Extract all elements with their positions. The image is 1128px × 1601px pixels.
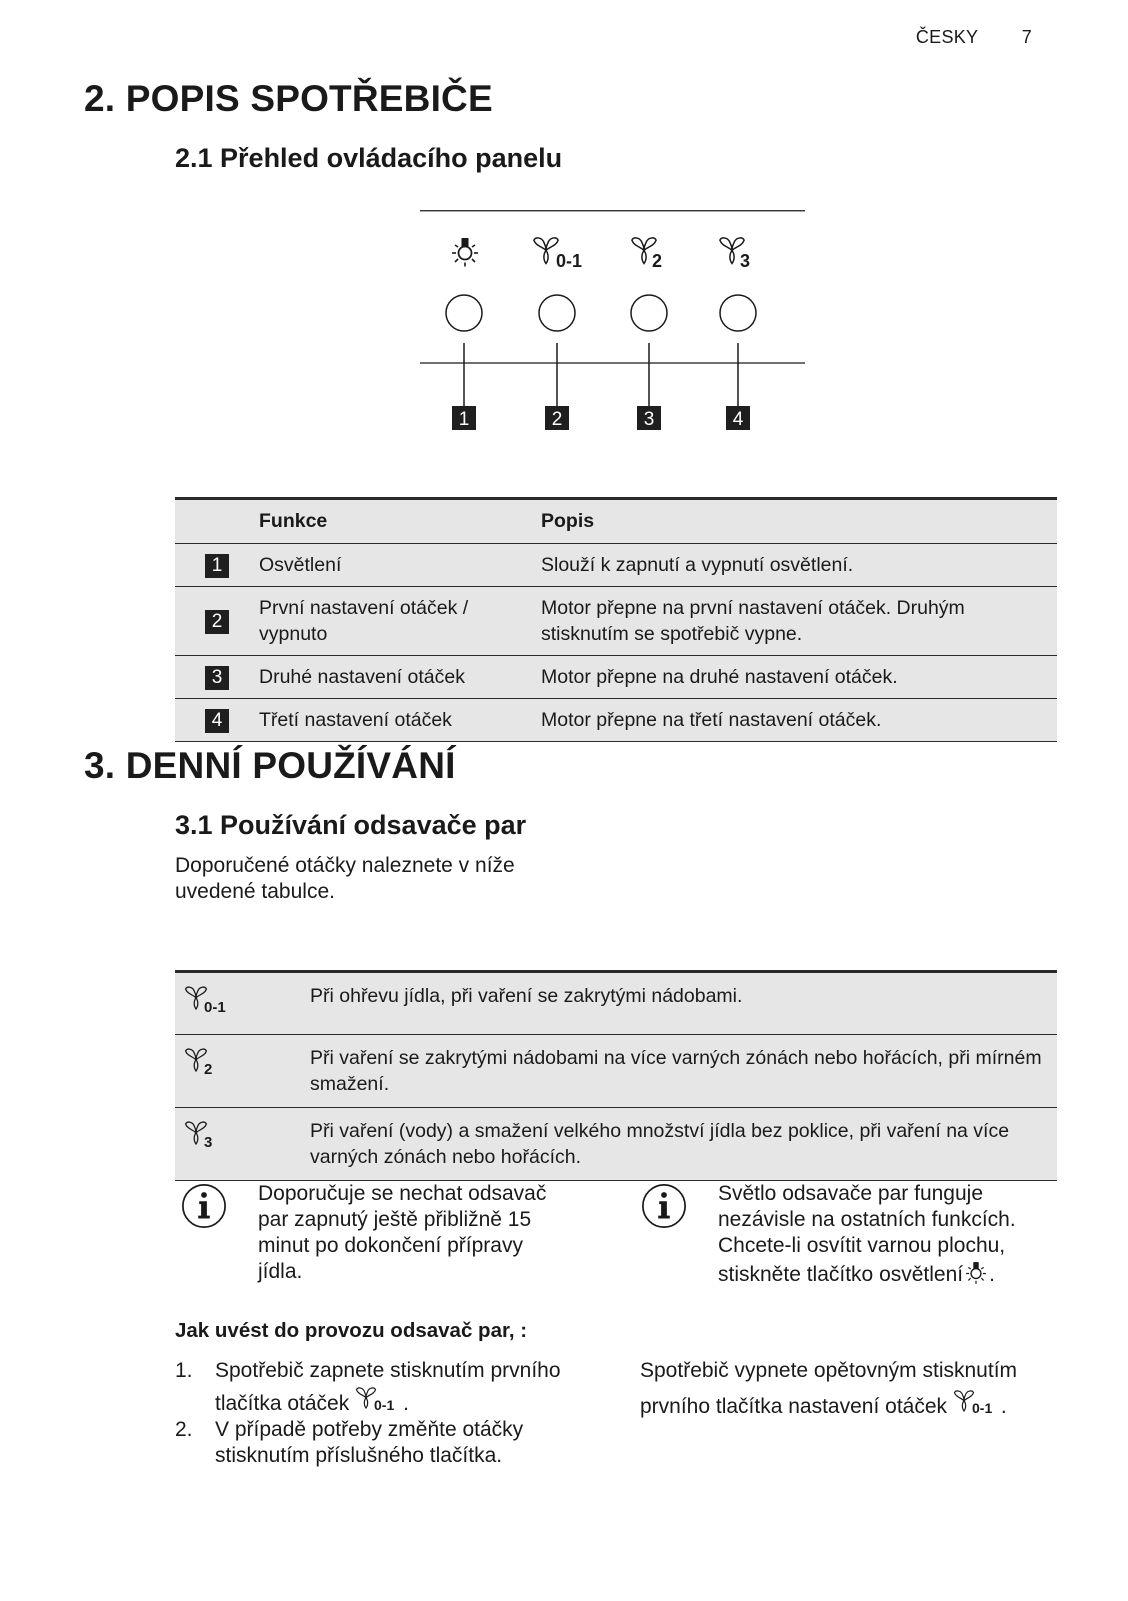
step-text: V případě potřeby změňte otáčky stisknutím příslušného tlačítka. [215,1418,524,1467]
panel-button-circle-4 [720,295,756,331]
fan-icon [534,238,558,264]
function-table [175,497,1057,742]
start-steps-list [175,1358,615,1469]
light-icon [963,1259,989,1285]
section-3-title: 3. DENNÍ POUŽÍVÁNÍ [84,745,456,786]
panel-button-4-fan-3 [720,238,756,430]
table-row [175,699,1057,742]
speed-icon-cell [175,1108,310,1181]
list-item: 1. Spotřebič zapnete stisknutím prvního tlačítka otáček 0-1 . [175,1359,561,1415]
table-header-empty [175,499,233,544]
callout-number-4: 4 [732,409,744,430]
list-item [175,1417,615,1469]
callout-number-1: 1 [458,409,470,430]
row-function: První nastavení otáček / vypnuto [233,587,541,656]
how-to-title: Jak uvést do provozu odsavač par, : [175,1319,528,1342]
fan-icon [953,1387,1001,1417]
row-function: Třetí nastavení otáček [233,699,541,742]
fan-speed-label: 2 [204,1061,213,1078]
panel-button-circle-1 [446,295,482,331]
row-number-badge: 2 [205,610,229,634]
row-number-badge: 3 [205,666,229,690]
callout-number-3: 3 [643,409,655,430]
panel-button-circle-2 [539,295,575,331]
light-icon [452,238,478,267]
fan-icon-speed-3 [182,1118,242,1152]
table-header-row [175,499,1057,544]
table-row [175,544,1057,587]
section-3-1-title: 3.1 Používání odsavače par [175,810,527,840]
svg-text:0-1: 0-1 [971,1400,993,1416]
row-function: Osvětlení [233,544,541,587]
row-number-badge: 1 [205,554,229,578]
fan-icon-speed-2 [182,1045,242,1079]
table-row [175,1108,1057,1181]
table-row [175,656,1057,699]
fan-speed-label: 0-1 [556,251,583,271]
speed-text: Při vaření se zakrytými nádobami na více varných zónách nebo hořácích, při mírném smažení. [310,1035,1057,1108]
info-icon [640,1182,688,1230]
section-2-1-title: 2.1 Přehled ovládacího panelu [175,143,563,173]
speed-table [175,970,1057,1181]
info-icon [180,1182,228,1230]
table-header-description: Popis [541,499,1057,544]
note-right: Světlo odsavače par funguje nezávisle na ostatních funkcích. Chcete-li osvítit varnou plochu, stiskněte tlačítko osvětlení . [718,1182,1016,1286]
control-panel-diagram [420,210,805,445]
table-header-function: Funkce [233,499,541,544]
step-number: 2. [175,1418,193,1441]
callout-number-2: 2 [551,409,563,430]
fan-speed-label: 3 [740,251,751,271]
row-function: Druhé nastavení otáček [233,656,541,699]
table-row [175,587,1057,656]
section-3-intro: Doporučené otáčky naleznete v níže uvedené tabulce. [175,854,515,903]
fan-speed-label: 0-1 [204,999,226,1016]
note-left-text: Doporučuje se nechat odsavač par zapnutý ještě přibližně 15 minut po dokončení přípravy jídla. [258,1182,547,1283]
table-row [175,1035,1057,1108]
row-description: Motor přepne na třetí nastavení otáček. [541,699,1057,742]
panel-button-circle-3 [631,295,667,331]
step-text: Spotřebič zapnete stisknutím prvního tlačítka otáček [215,1359,561,1415]
fan-icon-speed-0-1 [182,983,242,1017]
language-label: ČESKY [915,27,979,47]
page-number: 7 [1021,27,1032,47]
row-number-badge: 4 [205,709,229,733]
page-header [916,27,1032,48]
note-right-text: Světlo odsavače par funguje nezávisle na ostatních funkcích. Chcete-li osvítit varnou plochu, stiskněte tlačítko osvětlení [718,1182,1016,1286]
section-2-title: 2. POPIS SPOTŘEBIČE [84,78,493,119]
panel-button-2-fan-0-1 [534,238,582,430]
row-description: Slouží k zapnutí a vypnutí osvětlení. [541,544,1057,587]
fan-speed-label: 2 [652,251,663,271]
switch-off-text: Spotřebič vypnete opětovným stisknutím prvního tlačítka nastavení otáček 0-1 . [640,1359,1018,1418]
table-row [175,972,1057,1035]
speed-icon-cell [175,972,310,1035]
fan-icon [355,1384,403,1414]
switch-off-text-content: Spotřebič vypnete opětovným stisknutím prvního tlačítka nastavení otáček [640,1359,1018,1418]
fan-speed-label: 3 [204,1134,213,1151]
speed-text: Při vaření (vody) a smažení velkého množství jídla bez poklice, při vaření na více varných zónách nebo hořácích. [310,1108,1057,1181]
panel-button-1-light [446,238,482,430]
speed-text: Při ohřevu jídla, při vaření se zakrytými nádobami. [310,972,1057,1035]
step-number: 1. [175,1359,193,1382]
svg-text:0-1: 0-1 [374,1397,395,1413]
row-description: Motor přepne na druhé nastavení otáček. [541,656,1057,699]
panel-button-3-fan-2 [631,238,667,430]
row-description: Motor přepne na první nastavení otáček. Druhým stisknutím se spotřebič vypne. [541,587,1057,656]
speed-icon-cell [175,1035,310,1108]
